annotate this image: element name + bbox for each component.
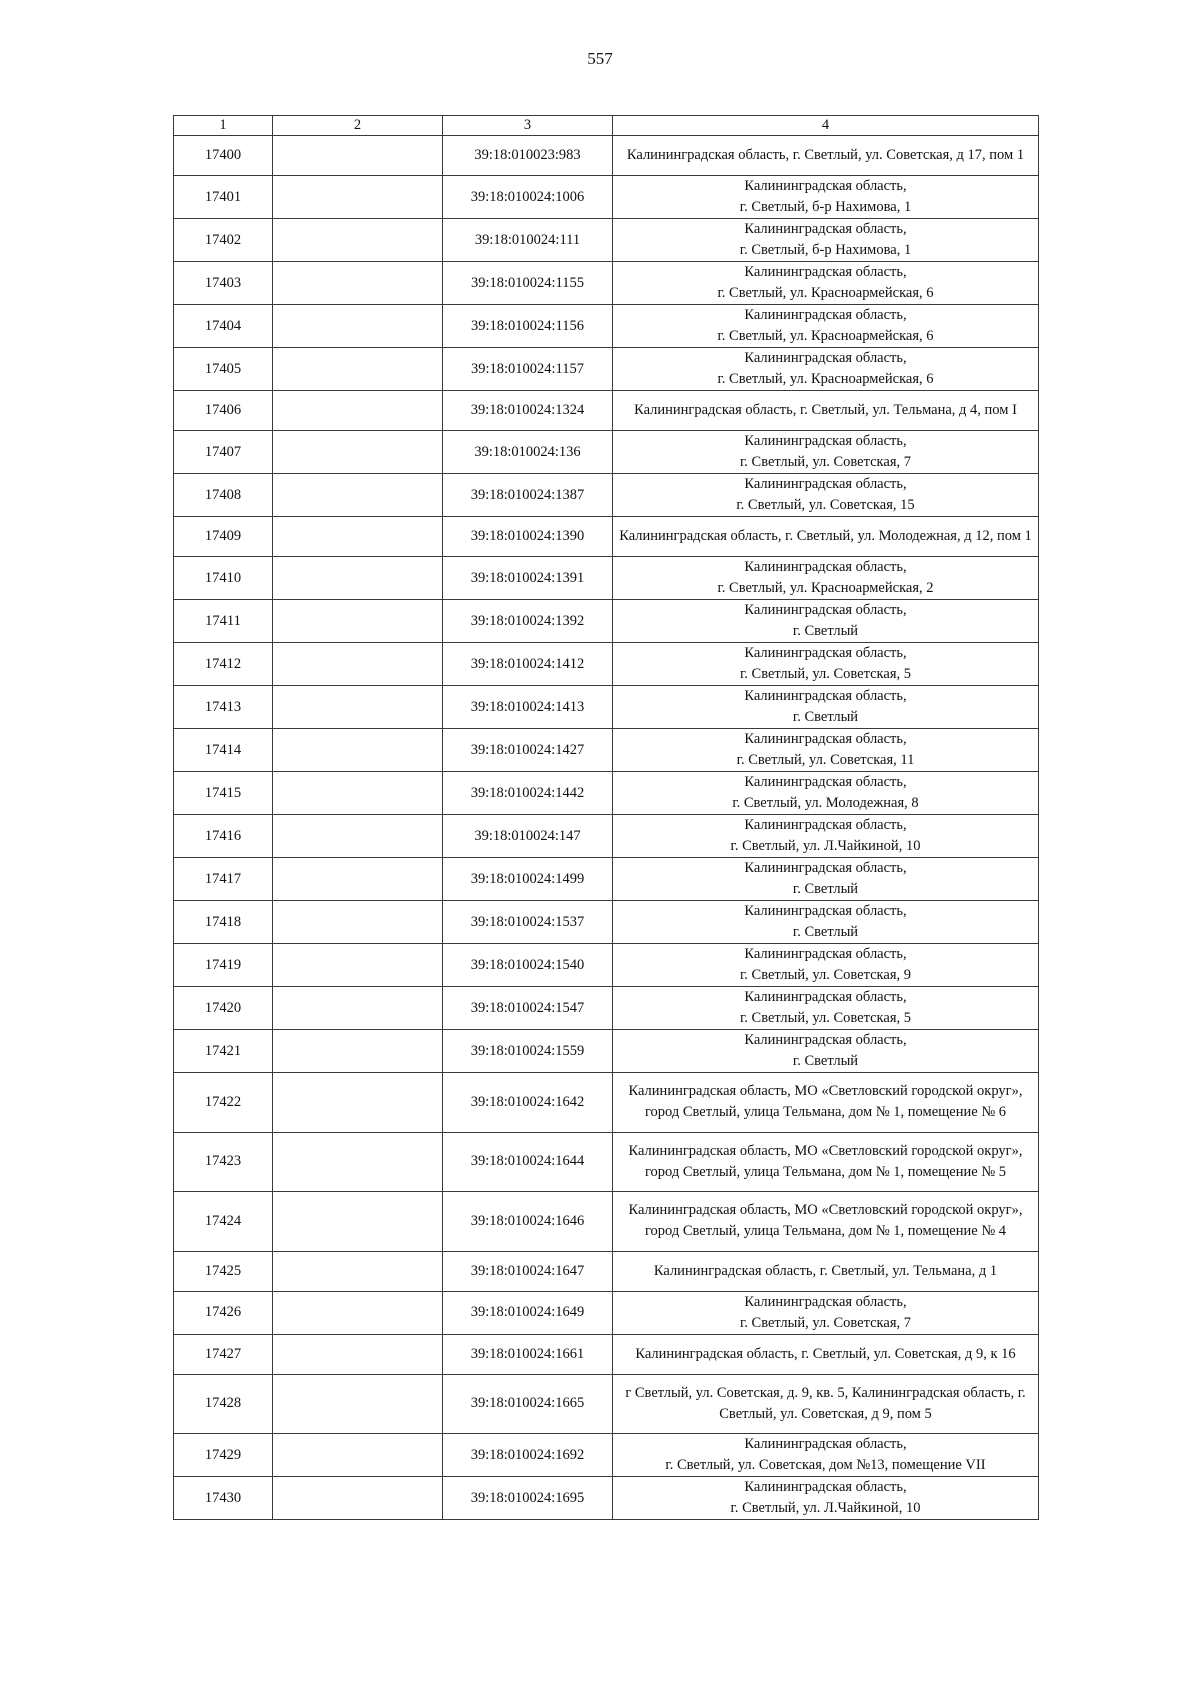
table-row — [174, 219, 1039, 262]
row-number-cell: 17422 — [174, 1073, 273, 1133]
table-row — [174, 305, 1039, 348]
empty-cell — [273, 1334, 443, 1374]
table-row — [174, 176, 1039, 219]
cadastral-number-cell: 39:18:010024:1559 — [443, 1030, 613, 1073]
row-number-cell: 17417 — [174, 858, 273, 901]
empty-cell — [273, 858, 443, 901]
table-row — [174, 1477, 1039, 1520]
row-number-cell: 17415 — [174, 772, 273, 815]
empty-cell — [273, 1251, 443, 1291]
address-cell: Калининградская область, г. Светлый, ул. Молодежная, д 12, пом 1 — [613, 517, 1039, 557]
table-row — [174, 517, 1039, 557]
row-number-cell: 17414 — [174, 729, 273, 772]
cadastral-number-cell: 39:18:010024:1157 — [443, 348, 613, 391]
empty-cell — [273, 944, 443, 987]
table-row — [174, 643, 1039, 686]
row-number-cell: 17418 — [174, 901, 273, 944]
address-cell: Калининградская область, г. Светлый — [613, 600, 1039, 643]
address-cell: Калининградская область, г. Светлый, ул. Советская, 5 — [613, 643, 1039, 686]
table-row — [174, 858, 1039, 901]
row-number-cell: 17405 — [174, 348, 273, 391]
address-cell: Калининградская область, г. Светлый, ул. Советская, 9 — [613, 944, 1039, 987]
row-number-cell: 17429 — [174, 1434, 273, 1477]
page-number: 557 — [587, 49, 613, 68]
empty-cell — [273, 305, 443, 348]
header-row — [174, 116, 1039, 136]
table-row — [174, 1073, 1039, 1133]
cadastral-number-cell: 39:18:010024:136 — [443, 431, 613, 474]
registry-table — [173, 115, 1039, 1520]
empty-cell — [273, 431, 443, 474]
table-row — [174, 987, 1039, 1030]
address-cell: Калининградская область, г. Светлый, ул. Тельмана, д 1 — [613, 1251, 1039, 1291]
empty-cell — [273, 729, 443, 772]
row-number-cell: 17424 — [174, 1192, 273, 1252]
cadastral-number-cell: 39:18:010024:1661 — [443, 1334, 613, 1374]
row-number-cell: 17406 — [174, 391, 273, 431]
cadastral-number-cell: 39:18:010024:1006 — [443, 176, 613, 219]
table-row — [174, 944, 1039, 987]
table-row — [174, 1030, 1039, 1073]
empty-cell — [273, 557, 443, 600]
empty-cell — [273, 686, 443, 729]
cadastral-number-cell: 39:18:010024:1642 — [443, 1073, 613, 1133]
empty-cell — [273, 219, 443, 262]
row-number-cell: 17428 — [174, 1374, 273, 1434]
cadastral-number-cell: 39:18:010024:1695 — [443, 1477, 613, 1520]
address-cell: Калининградская область, г. Светлый, ул. Тельмана, д 4, пом I — [613, 391, 1039, 431]
cadastral-number-cell: 39:18:010024:1665 — [443, 1374, 613, 1434]
address-cell: Калининградская область, г. Светлый, ул. Красноармейская, 6 — [613, 305, 1039, 348]
table-row — [174, 1132, 1039, 1192]
cadastral-number-cell: 39:18:010024:1537 — [443, 901, 613, 944]
column-header-4: 4 — [613, 116, 1039, 136]
row-number-cell: 17425 — [174, 1251, 273, 1291]
address-cell: Калининградская область, г. Светлый, ул. Советская, дом №13, помещение VII — [613, 1434, 1039, 1477]
cadastral-number-cell: 39:18:010023:983 — [443, 136, 613, 176]
column-header-3: 3 — [443, 116, 613, 136]
address-cell: Калининградская область, г. Светлый, ул. Советская, 7 — [613, 1291, 1039, 1334]
address-cell: Калининградская область, г. Светлый — [613, 1030, 1039, 1073]
row-number-cell: 17402 — [174, 219, 273, 262]
table-row — [174, 901, 1039, 944]
table-row — [174, 772, 1039, 815]
row-number-cell: 17413 — [174, 686, 273, 729]
address-cell: г Светлый, ул. Советская, д. 9, кв. 5, Калининградская область, г. Светлый, ул. Советская, д 9, пом 5 — [613, 1374, 1039, 1434]
row-number-cell: 17416 — [174, 815, 273, 858]
empty-cell — [273, 600, 443, 643]
row-number-cell: 17410 — [174, 557, 273, 600]
table-row — [174, 348, 1039, 391]
address-cell: Калининградская область, г. Светлый, ул. Л.Чайкиной, 10 — [613, 815, 1039, 858]
cadastral-number-cell: 39:18:010024:1392 — [443, 600, 613, 643]
table-row — [174, 1434, 1039, 1477]
table-row — [174, 391, 1039, 431]
cadastral-number-cell: 39:18:010024:1442 — [443, 772, 613, 815]
row-number-cell: 17421 — [174, 1030, 273, 1073]
address-cell: Калининградская область, г. Светлый, ул. Советская, 5 — [613, 987, 1039, 1030]
empty-cell — [273, 348, 443, 391]
table-row — [174, 431, 1039, 474]
table-row — [174, 1374, 1039, 1434]
cadastral-number-cell: 39:18:010024:1427 — [443, 729, 613, 772]
column-header-2: 2 — [273, 116, 443, 136]
row-number-cell: 17400 — [174, 136, 273, 176]
row-number-cell: 17401 — [174, 176, 273, 219]
table-row — [174, 1334, 1039, 1374]
cadastral-number-cell: 39:18:010024:1155 — [443, 262, 613, 305]
table-row — [174, 1251, 1039, 1291]
address-cell: Калининградская область, г. Светлый — [613, 858, 1039, 901]
empty-cell — [273, 1073, 443, 1133]
row-number-cell: 17403 — [174, 262, 273, 305]
empty-cell — [273, 772, 443, 815]
row-number-cell: 17411 — [174, 600, 273, 643]
empty-cell — [273, 517, 443, 557]
address-cell: Калининградская область, г. Светлый — [613, 901, 1039, 944]
empty-cell — [273, 1192, 443, 1252]
empty-cell — [273, 262, 443, 305]
address-cell: Калининградская область, г. Светлый, ул. Красноармейская, 6 — [613, 348, 1039, 391]
empty-cell — [273, 1030, 443, 1073]
empty-cell — [273, 815, 443, 858]
address-cell: Калининградская область, г. Светлый, ул. Советская, 11 — [613, 729, 1039, 772]
row-number-cell: 17420 — [174, 987, 273, 1030]
empty-cell — [273, 1477, 443, 1520]
empty-cell — [273, 987, 443, 1030]
empty-cell — [273, 391, 443, 431]
cadastral-number-cell: 39:18:010024:1391 — [443, 557, 613, 600]
cadastral-number-cell: 39:18:010024:1390 — [443, 517, 613, 557]
table-row — [174, 729, 1039, 772]
row-number-cell: 17407 — [174, 431, 273, 474]
row-number-cell: 17426 — [174, 1291, 273, 1334]
row-number-cell: 17408 — [174, 474, 273, 517]
row-number-cell: 17404 — [174, 305, 273, 348]
address-cell: Калининградская область, МО «Светловский городской округ», город Светлый, улица Тельмана, дом № 1, помещение № 6 — [613, 1073, 1039, 1133]
address-cell: Калининградская область, г. Светлый, б-р Нахимова, 1 — [613, 176, 1039, 219]
empty-cell — [273, 901, 443, 944]
row-number-cell: 17427 — [174, 1334, 273, 1374]
row-number-cell: 17430 — [174, 1477, 273, 1520]
address-cell: Калининградская область, г. Светлый, б-р Нахимова, 1 — [613, 219, 1039, 262]
address-cell: Калининградская область, г. Светлый, ул. Красноармейская, 6 — [613, 262, 1039, 305]
table-row — [174, 815, 1039, 858]
table-row — [174, 1192, 1039, 1252]
address-cell: Калининградская область, МО «Светловский городской округ», город Светлый, улица Тельмана, дом № 1, помещение № 5 — [613, 1132, 1039, 1192]
cadastral-number-cell: 39:18:010024:1692 — [443, 1434, 613, 1477]
address-cell: Калининградская область, г. Светлый, ул. Советская, д 17, пом 1 — [613, 136, 1039, 176]
cadastral-number-cell: 39:18:010024:147 — [443, 815, 613, 858]
cadastral-number-cell: 39:18:010024:1387 — [443, 474, 613, 517]
cadastral-number-cell: 39:18:010024:1412 — [443, 643, 613, 686]
empty-cell — [273, 1291, 443, 1334]
column-header-1: 1 — [174, 116, 273, 136]
cadastral-number-cell: 39:18:010024:1649 — [443, 1291, 613, 1334]
cadastral-number-cell: 39:18:010024:1547 — [443, 987, 613, 1030]
cadastral-number-cell: 39:18:010024:1156 — [443, 305, 613, 348]
table-row — [174, 686, 1039, 729]
cadastral-number-cell: 39:18:010024:1413 — [443, 686, 613, 729]
cadastral-number-cell: 39:18:010024:1647 — [443, 1251, 613, 1291]
empty-cell — [273, 474, 443, 517]
address-cell: Калининградская область, г. Светлый, ул. Советская, д 9, к 16 — [613, 1334, 1039, 1374]
address-cell: Калининградская область, г. Светлый, ул. Л.Чайкиной, 10 — [613, 1477, 1039, 1520]
table-row — [174, 136, 1039, 176]
address-cell: Калининградская область, МО «Светловский городской округ», город Светлый, улица Тельмана, дом № 1, помещение № 4 — [613, 1192, 1039, 1252]
empty-cell — [273, 136, 443, 176]
table-row — [174, 600, 1039, 643]
empty-cell — [273, 643, 443, 686]
address-cell: Калининградская область, г. Светлый, ул. Красноармейская, 2 — [613, 557, 1039, 600]
empty-cell — [273, 176, 443, 219]
row-number-cell: 17423 — [174, 1132, 273, 1192]
row-number-cell: 17419 — [174, 944, 273, 987]
table-row — [174, 474, 1039, 517]
cadastral-number-cell: 39:18:010024:1324 — [443, 391, 613, 431]
row-number-cell: 17409 — [174, 517, 273, 557]
cadastral-number-cell: 39:18:010024:1646 — [443, 1192, 613, 1252]
empty-cell — [273, 1374, 443, 1434]
cadastral-number-cell: 39:18:010024:1644 — [443, 1132, 613, 1192]
table-row — [174, 557, 1039, 600]
cadastral-number-cell: 39:18:010024:111 — [443, 219, 613, 262]
table-row — [174, 1291, 1039, 1334]
cadastral-number-cell: 39:18:010024:1540 — [443, 944, 613, 987]
table-body — [174, 136, 1039, 1520]
address-cell: Калининградская область, г. Светлый, ул. Советская, 15 — [613, 474, 1039, 517]
address-cell: Калининградская область, г. Светлый — [613, 686, 1039, 729]
address-cell: Калининградская область, г. Светлый, ул. Молодежная, 8 — [613, 772, 1039, 815]
address-cell: Калининградская область, г. Светлый, ул. Советская, 7 — [613, 431, 1039, 474]
empty-cell — [273, 1434, 443, 1477]
empty-cell — [273, 1132, 443, 1192]
cadastral-number-cell: 39:18:010024:1499 — [443, 858, 613, 901]
row-number-cell: 17412 — [174, 643, 273, 686]
table-row — [174, 262, 1039, 305]
